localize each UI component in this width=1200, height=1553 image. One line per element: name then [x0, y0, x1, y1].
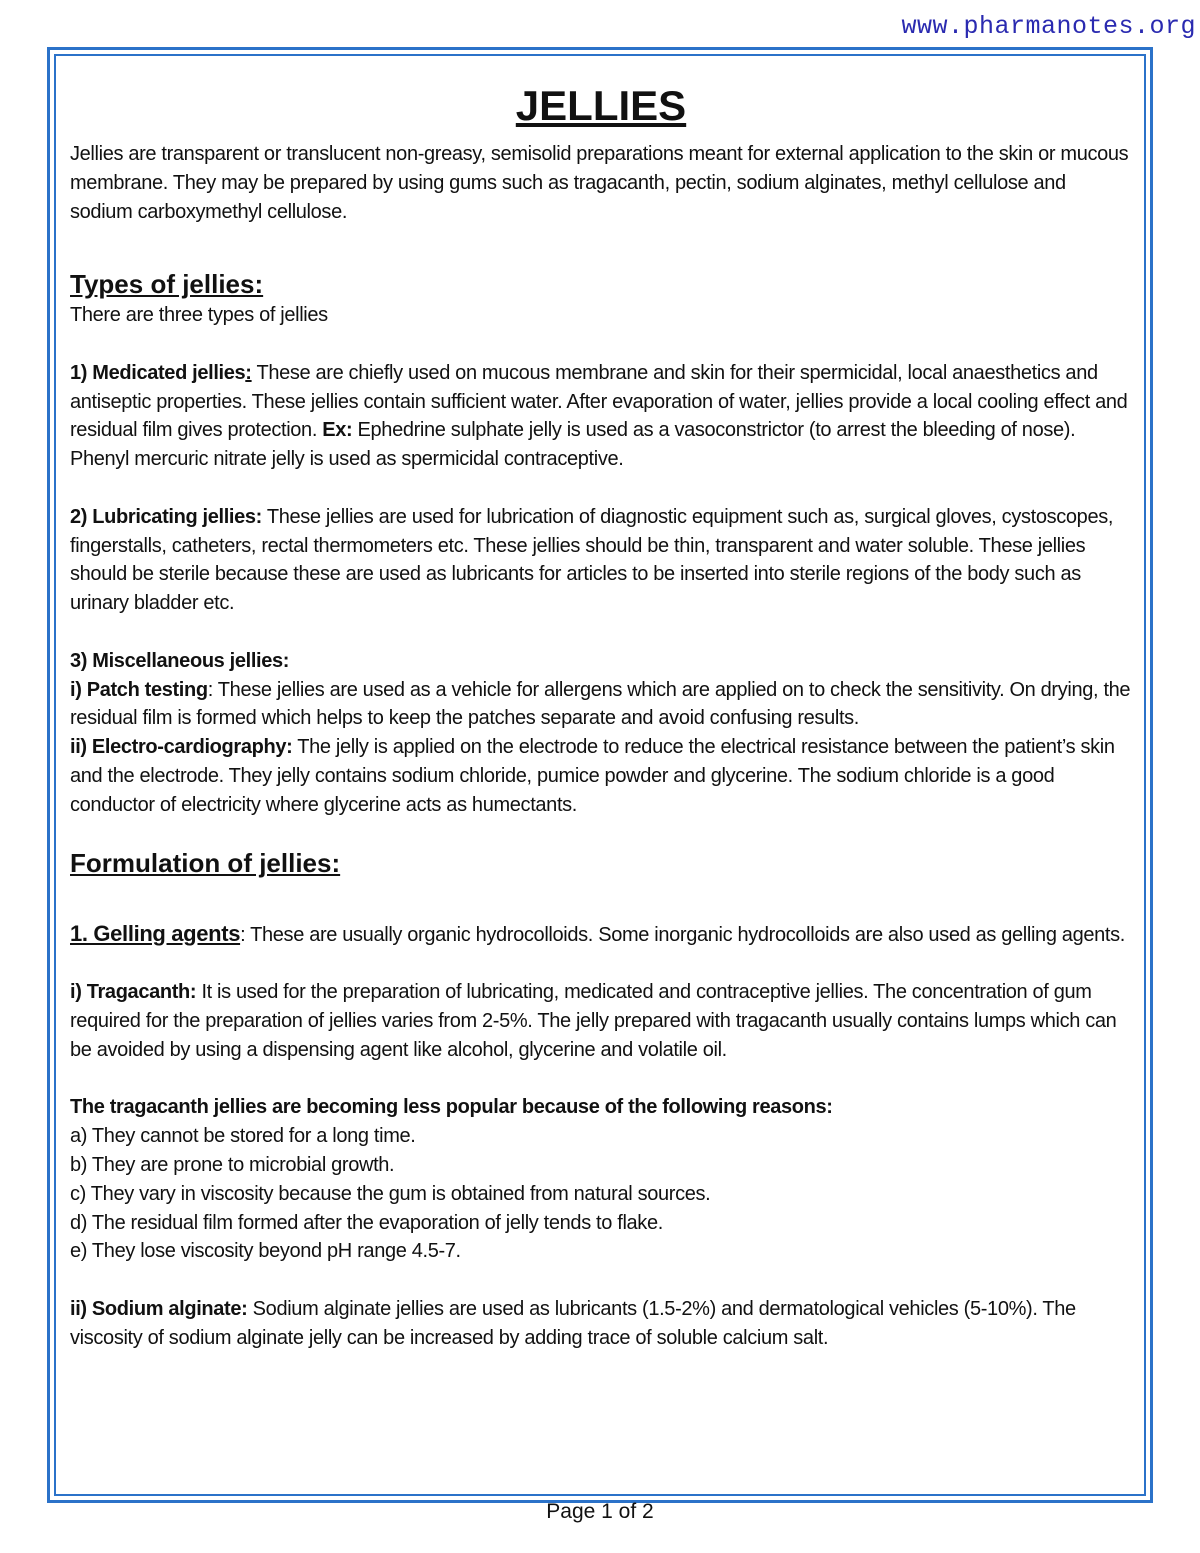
- sodium-alginate-paragraph: [70, 1295, 1132, 1353]
- medicated-colon: :: [245, 361, 252, 384]
- tragacanth-paragraph: [70, 978, 1132, 1064]
- reason-item: e) They lose viscosity beyond pH range 4.5-7.: [70, 1240, 461, 1263]
- document-body: [70, 78, 1132, 1352]
- site-watermark: www.pharmanotes.org: [901, 12, 1196, 41]
- gelling-agents-paragraph: [70, 920, 1132, 950]
- tragacanth-text: It is used for the preparation of lubricating, medicated and contraceptive jellies. The concentration of gum required for the preparation of jellies varies from 2-5%. The jelly prepared with tragacanth usually contains lumps which can be avoided by using a dispensing agent like alcohol, glycerine and volatile oil.: [70, 981, 1117, 1061]
- page-number: Page 1 of 2: [546, 1500, 654, 1523]
- patch-testing-label: i) Patch testing: [70, 678, 208, 701]
- ecg-paragraph: [70, 733, 1132, 819]
- example-label: Ex:: [322, 419, 353, 442]
- medicated-text-1: These are chiefly used on mucous membrane and skin for their spermicidal, local anaesthetics and antiseptic properties. These jellies contain sufficient water. After evaporation of water, jellies provide a local cooling effect and residual film gives protection.: [70, 361, 1128, 442]
- patch-testing-paragraph: [70, 676, 1132, 734]
- sodium-alginate-text: Sodium alginate jellies are used as lubricants (1.5-2%) and dermatological vehicles (5-10%). The viscosity of sodium alginate jelly can be increased by adding trace of soluble calcium salt.: [70, 1297, 1076, 1349]
- reasons-heading: The tragacanth jellies are becoming less popular because of the following reasons:: [70, 1096, 833, 1119]
- medicated-text-2: Ephedrine sulphate jelly is used as a vasoconstrictor (to arrest the bleeding of nose). Phenyl mercuric nitrate jelly is used as spermicidal contraceptive.: [70, 419, 1076, 471]
- types-lead: There are three types of jellies: [70, 304, 328, 327]
- sodium-alginate-label: ii) Sodium alginate:: [70, 1297, 248, 1320]
- lubricating-text: These jellies are used for lubrication of diagnostic equipment such as, surgical gloves, cystoscopes, fingerstalls, catheters, rectal thermometers etc. These jellies should be thin, transparent and water soluble. These jellies should be sterile because these are used as lubricants for articles to be inserted into sterile regions of the body such as urinary bladder etc.: [70, 505, 1114, 615]
- lubricating-paragraph: [70, 503, 1132, 618]
- gelling-agents-text: : These are usually organic hydrocolloids. Some inorganic hydrocolloids are also used as gelling agents.: [240, 923, 1125, 946]
- page-title: JELLIES: [515, 82, 687, 129]
- medicated-label: 1) Medicated jellies: [70, 361, 246, 384]
- formulation-heading: Formulation of jellies:: [70, 847, 341, 878]
- ecg-label: ii) Electro-cardiography:: [70, 736, 293, 759]
- intro-paragraph: Jellies are transparent or translucent non-greasy, semisolid preparations meant for external application to the skin or mucous membrane. They may be prepared by using gums such as tragacanth, pectin, sodium alginates, methyl cellulose and sodium carboxymethyl cellulose.: [70, 143, 1129, 223]
- tragacanth-label: i) Tragacanth:: [70, 981, 197, 1004]
- lubricating-label: 2) Lubricating jellies:: [70, 505, 262, 528]
- patch-testing-text: : These jellies are used as a vehicle for allergens which are applied on to check the sensitivity. On drying, the residual film is formed which helps to keep the patches separate and avoid confusing results.: [70, 678, 1131, 730]
- types-heading: Types of jellies:: [70, 269, 264, 300]
- medicated-paragraph: [70, 359, 1132, 474]
- reason-item: b) They are prone to microbial growth.: [70, 1153, 395, 1176]
- reason-item: a) They cannot be stored for a long time.: [70, 1125, 416, 1148]
- reason-item: c) They vary in viscosity because the gum is obtained from natural sources.: [70, 1182, 711, 1205]
- reason-item: d) The residual film formed after the evaporation of jelly tends to flake.: [70, 1211, 663, 1234]
- misc-heading: 3) Miscellaneous jellies:: [70, 649, 290, 672]
- ecg-text: The jelly is applied on the electrode to reduce the electrical resistance between the patient’s skin and the electrode. They jelly contains sodium chloride, pumice powder and glycerine. The sodium chloride is a good conductor of electricity where glycerine acts as humectants.: [70, 736, 1115, 816]
- gelling-agents-label: 1. Gelling agents: [70, 920, 241, 946]
